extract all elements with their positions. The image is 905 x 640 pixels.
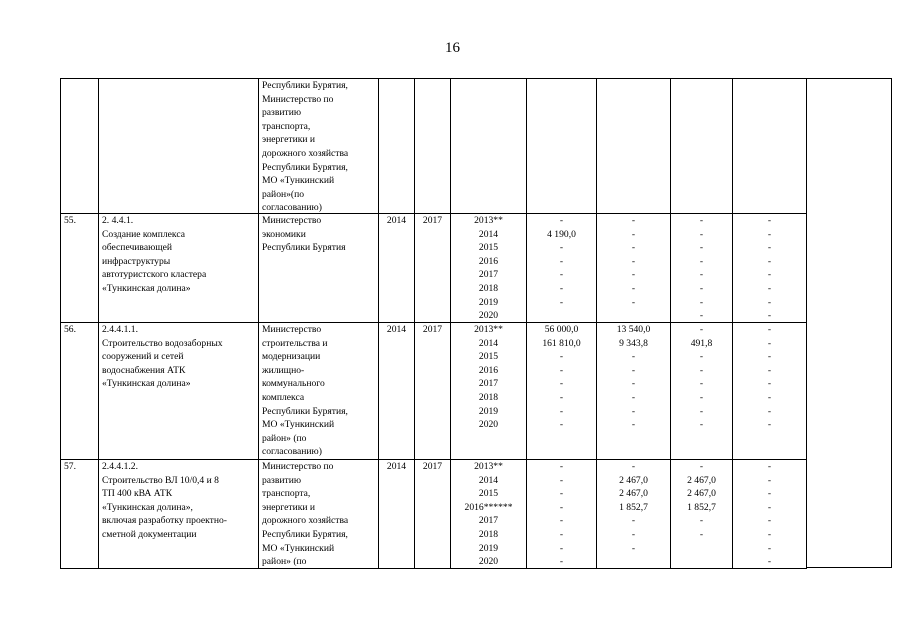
cell-value-4: - - - - - - - - xyxy=(733,460,807,569)
cell-start-year: 2014 xyxy=(379,323,415,460)
table-row-57 xyxy=(60,460,807,569)
cell-years: 2013** 2014 2015 2016 2017 2018 2019 2020 xyxy=(451,214,527,323)
cell-end-year: 2017 xyxy=(415,323,451,460)
cell-end-year: 2017 xyxy=(415,460,451,569)
cell-executor: Министерство по развитию транспорта, энергетики и дорожного хозяйства Республики Бурятия, МО «Тункинский район» (по xyxy=(259,460,379,569)
cell-value-3: - 491,8 - - - - - - xyxy=(671,323,733,460)
cell-start-year: 2014 xyxy=(379,460,415,569)
cell-value-2: 13 540,0 9 343,8 - - - - - - xyxy=(597,323,671,460)
cell-value-3 xyxy=(671,78,733,214)
table-row-continuation xyxy=(60,78,892,214)
cell-years: 2013** 2014 2015 2016 2017 2018 2019 2020 xyxy=(451,323,527,460)
cell-name: 2.4.4.1.1. Строительство водозаборных сооружений и сетей водоснабжения АТК «Тункинская долина» xyxy=(99,323,259,460)
table-row-55 xyxy=(60,214,807,323)
cell-executor: Республики Бурятия, Министерство по развитию транспорта, энергетики и дорожного хозяйства Республики Бурятия, МО «Тункинский район»(по согласованию) xyxy=(259,78,379,214)
cell-value-1: 56 000,0 161 810,0 - - - - - - xyxy=(527,323,597,460)
cell-value-1: - - - - - - - - xyxy=(527,460,597,569)
cell-years: 2013** 2014 2015 2016****** 2017 2018 2019 2020 xyxy=(451,460,527,569)
cell-value-3: - - - - - - - - xyxy=(671,214,733,323)
cell-num: 56. xyxy=(61,323,99,460)
cell-num xyxy=(61,78,99,214)
cell-end-year: 2017 xyxy=(415,214,451,323)
cell-executor: Министерство экономики Республики Бурятия xyxy=(259,214,379,323)
cell-value-4: - - - - - - - - xyxy=(733,323,807,460)
cell-num: 57. xyxy=(61,460,99,569)
cell-start-year xyxy=(379,78,415,214)
cell-start-year: 2014 xyxy=(379,214,415,323)
cell-name: 2.4.4.1.2. Строительство ВЛ 10/0,4 и 8 ТП 400 кВА АТК «Тункинская долина», включая разработку проектно- сметной документации xyxy=(99,460,259,569)
cell-value-2 xyxy=(597,78,671,214)
cell-name: 2. 4.4.1. Создание комплекса обеспечивающей инфраструктуры автотуристского кластера «Тункинская долина» xyxy=(99,214,259,323)
cell-value-4 xyxy=(733,78,807,214)
cell-value-3: - 2 467,0 2 467,0 1 852,7 - - xyxy=(671,460,733,569)
cell-name xyxy=(99,78,259,214)
cell-end-year xyxy=(415,78,451,214)
cell-num: 55. xyxy=(61,214,99,323)
cell-value-1 xyxy=(527,78,597,214)
cell-value-4: - - - - - - - - xyxy=(733,214,807,323)
cell-empty xyxy=(807,78,892,568)
cell-years xyxy=(451,78,527,214)
page-number: 16 xyxy=(445,40,460,56)
cell-value-2: - - - - - - - xyxy=(597,214,671,323)
table-row-56 xyxy=(60,323,807,460)
cell-executor: Министерство строительства и модернизации жилищно- коммунального комплекса Республики Бурятия, МО «Тункинский район» (по согласованию) xyxy=(259,323,379,460)
cell-value-1: - 4 190,0 - - - - - xyxy=(527,214,597,323)
cell-value-2: - 2 467,0 2 467,0 1 852,7 - - - xyxy=(597,460,671,569)
